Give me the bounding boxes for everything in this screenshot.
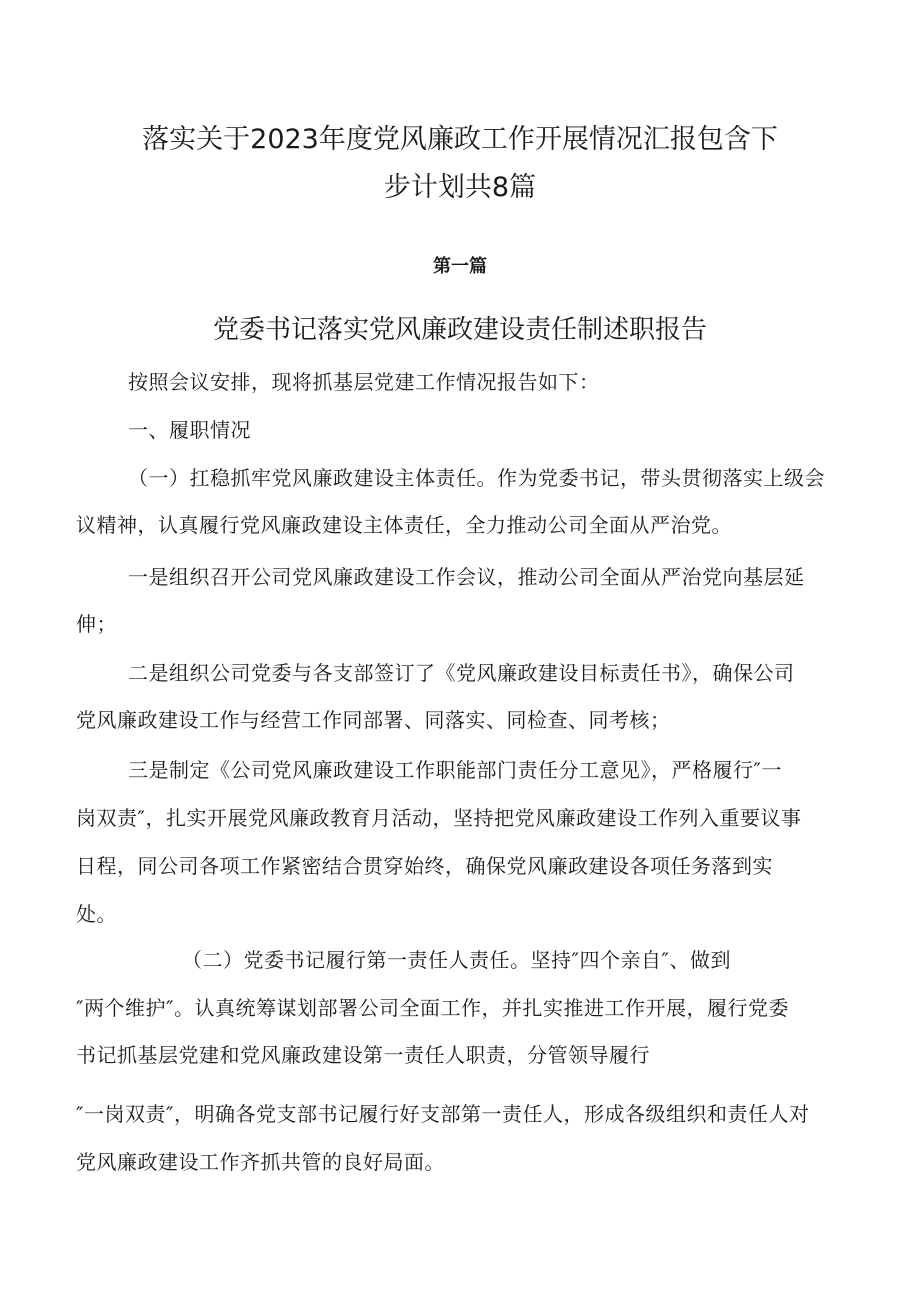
document-title-line-1: 落实关于2023年度党风廉政工作开展情况汇报包含下 bbox=[142, 124, 778, 155]
body-line: 二是组织公司党委与各支部签订了《党风廉政建设目标责任书》，确保公司 bbox=[128, 661, 795, 685]
body-line: 一是组织召开公司党风廉政建设工作会议，推动公司全面从严治党向基层延 bbox=[128, 565, 805, 589]
document-title-line-2: 步计划共8篇 bbox=[383, 172, 537, 203]
body-line: ″一岗双责″，明确各党支部书记履行好支部第一责任人，形成各级组织和责任人对 bbox=[76, 1102, 810, 1126]
body-line: 岗双责″，扎实开展党风廉政教育月活动，坚持把党风廉政建设工作列入重要议事 bbox=[76, 806, 802, 830]
report-title: 党委书记落实党风廉政建设责任制述职报告 bbox=[212, 315, 707, 345]
body-line: （二）党委书记履行第一责任人责任。坚持″四个亲自″、做到 bbox=[182, 948, 731, 972]
body-line: 按照会议安排，现将抓基层党建工作情况报告如下： bbox=[128, 370, 600, 394]
body-line: 一、履职情况 bbox=[128, 418, 251, 442]
body-line: 议精神，认真履行党风廉政建设主体责任，全力推动公司全面从严治党。 bbox=[76, 513, 732, 537]
section-label: 第一篇 bbox=[433, 256, 487, 277]
body-line: 党风廉政建设工作齐抓共管的良好局面。 bbox=[76, 1150, 445, 1174]
body-line: 书记抓基层党建和党风廉政建设第一责任人职责，分管领导履行 bbox=[76, 1043, 650, 1067]
body-line: 日程，同公司各项工作紧密结合贯穿始终，确保党风廉政建设各项任务落到实 bbox=[76, 854, 773, 878]
body-line: 处。 bbox=[76, 902, 117, 926]
body-line: 三是制定《公司党风廉政建设工作职能部门责任分工意见》，严格履行″一 bbox=[128, 758, 782, 782]
document-title bbox=[0, 116, 920, 212]
body-line: ″两个维护″。认真统筹谋划部署公司全面工作，并扎实推进工作开展，履行党委 bbox=[76, 996, 789, 1020]
body-line: （一）扛稳抓牢党风廉政建设主体责任。作为党委书记，带头贯彻落实上级会 bbox=[128, 466, 825, 490]
body-line: 伸； bbox=[76, 612, 117, 636]
body-line: 党风廉政建设工作与经营工作同部署、同落实、同检查、同考核； bbox=[76, 708, 671, 732]
